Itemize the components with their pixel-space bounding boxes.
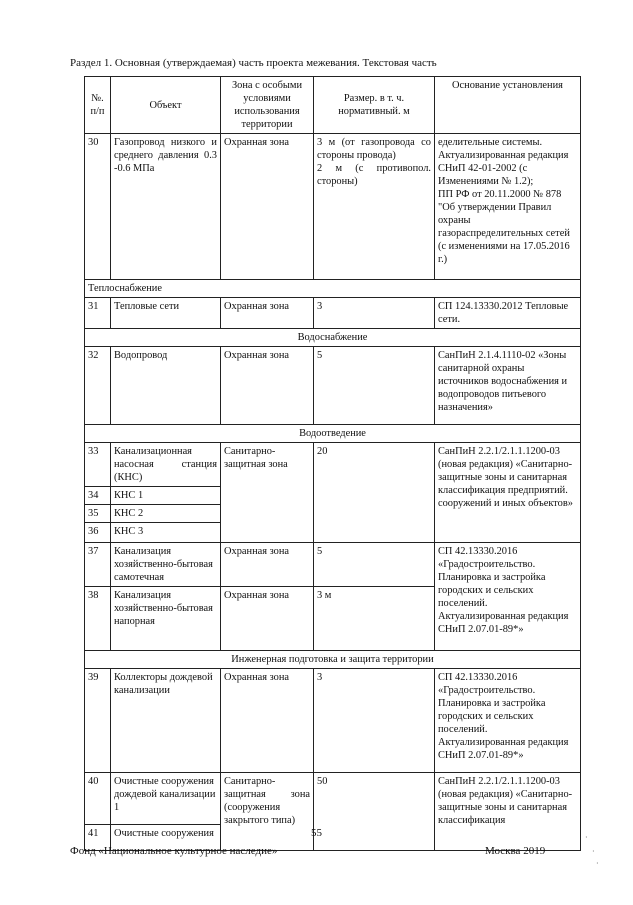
row-num: 40: [85, 773, 111, 825]
row-object: Тепловые сети: [111, 298, 221, 329]
row-object: Канализация хозяйственно-бытовая самотечная: [111, 543, 221, 587]
col-header-object: Объект: [111, 77, 221, 134]
row-size: 3 м (от газопровода со стороны провода) 2 м (с противопол. стороны): [314, 134, 435, 280]
row-basis: еделительные системы. Актуализированная редакция СНиП 42-01-2002 (с Изменениями № 1.2); ПП РФ от 20.11.2000 № 878 "Об утверждении Правил охраны газораспределительных сетей (с изменениями на 17.05.2016 г.): [435, 134, 581, 280]
row-size: 3: [314, 298, 435, 329]
row-size: 3 м: [314, 587, 435, 651]
row-num: 32: [85, 347, 111, 425]
page-number: 55: [311, 827, 322, 839]
row-zone: Охранная зона: [221, 543, 314, 587]
row-basis: СП 124.13330.2012 Тепловые сети.: [435, 298, 581, 329]
table-row: [85, 134, 581, 280]
row-num: 35: [85, 505, 111, 523]
section-heading: Теплоснабжение: [85, 280, 581, 298]
col-header-basis: Основание установления: [435, 77, 581, 134]
row-num: 31: [85, 298, 111, 329]
row-size: 3: [314, 669, 435, 773]
section-row: [85, 280, 581, 298]
row-num: 33: [85, 443, 111, 487]
footer-organization: Фонд «Национальное культурное наследие»: [70, 845, 278, 857]
row-basis: СП 42.13330.2016 «Градостроительство. Планировка и застройка городских и сельских поселений. Актуализированная редакция СНиП 2.07.01-89*»: [435, 543, 581, 651]
row-object: Очистные сооружения дождевой канализации 1: [111, 773, 221, 825]
row-num: 41: [85, 825, 111, 851]
row-object: Водопровод: [111, 347, 221, 425]
row-object: КНС 2: [111, 505, 221, 523]
row-basis: СанПиН 2.1.4.1110-02 «Зоны санитарной охраны источников водоснабжения и водопроводов питьевого назначения»: [435, 347, 581, 425]
row-object: Канализационная насосная станция (КНС): [111, 443, 221, 487]
row-size: 20: [314, 443, 435, 543]
zones-table: [84, 76, 581, 851]
footer-city-year: Москва 2019: [485, 845, 546, 857]
table-row: [85, 543, 581, 587]
row-object: Канализация хозяйственно-бытовая напорная: [111, 587, 221, 651]
table-row: [85, 443, 581, 487]
section-header: Раздел 1. Основная (утверждаемая) часть проекта межевания. Текстовая часть: [70, 57, 437, 69]
row-object: Коллекторы дождевой канализации: [111, 669, 221, 773]
section-row: [85, 651, 581, 669]
row-object: Очистные сооружения: [111, 825, 221, 851]
table-row: [85, 347, 581, 425]
row-num: 30: [85, 134, 111, 280]
scan-speck: ·: [585, 833, 588, 842]
row-basis: СанПиН 2.2.1/2.1.1.1200-03 (новая редакция) «Санитарно-защитные зоны и санитарная классификация: [435, 773, 581, 851]
row-zone: Санитарно-защитная зона: [221, 443, 314, 543]
table-row: [85, 298, 581, 329]
row-object: КНС 3: [111, 523, 221, 543]
row-object: КНС 1: [111, 487, 221, 505]
table-header-row: [85, 77, 581, 134]
section-row: [85, 329, 581, 347]
section-heading: Водоснабжение: [85, 329, 581, 347]
row-basis: СП 42.13330.2016 «Градостроительство. Планировка и застройка городских и сельских поселений. Актуализированная редакция СНиП 2.07.01-89*»: [435, 669, 581, 773]
col-header-num: №. п/п: [85, 77, 111, 134]
table-row: [85, 773, 581, 825]
section-heading: Водоотведение: [85, 425, 581, 443]
row-zone: Санитарно-защитная зона (сооружения закрытого типа): [221, 773, 314, 851]
section-row: [85, 425, 581, 443]
col-header-zone: Зона с особыми условиями использования территории: [221, 77, 314, 134]
row-num: 36: [85, 523, 111, 543]
row-num: 37: [85, 543, 111, 587]
scan-speck: ·: [592, 847, 595, 856]
row-size: 5: [314, 543, 435, 587]
scan-speck: ·: [596, 859, 599, 868]
row-num: 39: [85, 669, 111, 773]
row-num: 34: [85, 487, 111, 505]
row-object: Газопровод низкого и среднего давления 0.3 -0.6 МПа: [111, 134, 221, 280]
row-size: 5: [314, 347, 435, 425]
row-zone: Охранная зона: [221, 669, 314, 773]
row-zone: Охранная зона: [221, 134, 314, 280]
row-zone: Охранная зона: [221, 347, 314, 425]
row-zone: Охранная зона: [221, 298, 314, 329]
row-zone: Охранная зона: [221, 587, 314, 651]
row-num: 38: [85, 587, 111, 651]
row-basis: СанПиН 2.2.1/2.1.1.1200-03 (новая редакция) «Санитарно-защитные зоны и санитарная классификация предприятий. сооружений и иных объектов»: [435, 443, 581, 543]
table-row: [85, 669, 581, 773]
section-heading: Инженерная подготовка и защита территории: [85, 651, 581, 669]
col-header-size: Размер. в т. ч. нормативный. м: [314, 77, 435, 134]
row-size: 50: [314, 773, 435, 851]
